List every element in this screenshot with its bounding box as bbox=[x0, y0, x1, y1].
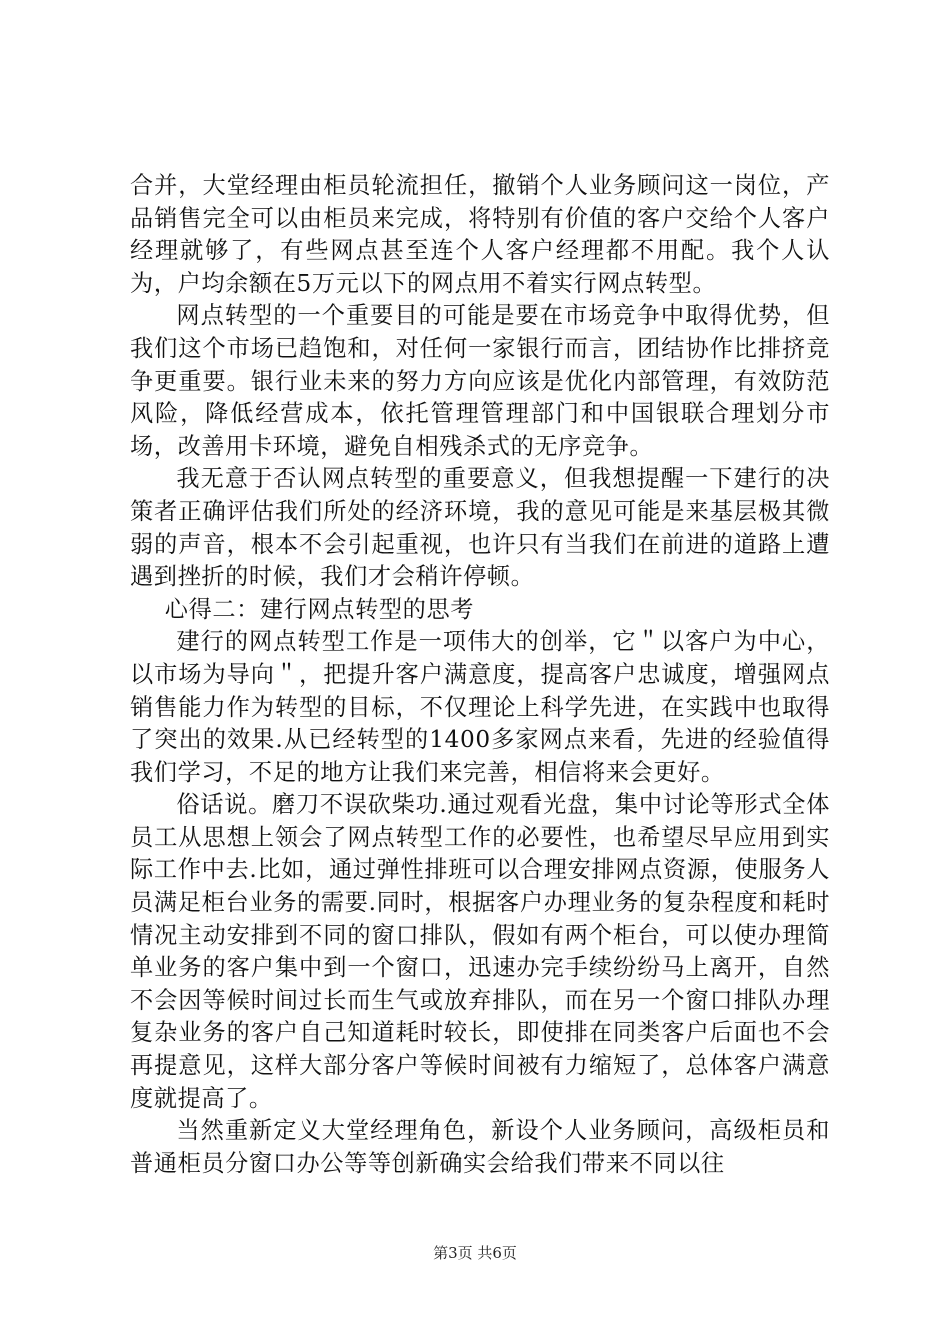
paragraph-lobby-manager-role: 当然重新定义大堂经理角色，新设个人业务顾问，高级柜员和普通柜员分窗口办公等等创新确实会给我们带来不同以往 bbox=[130, 1117, 830, 1177]
paragraph-market-competition: 网点转型的一个重要目的可能是要在市场竞争中取得优势，但我们这个市场已趋饱和，对任何一家银行而言，团结协作比排挤竞争更重要。银行业未来的努力方向应该是优化内部管理，有效防范风险，降低经营成本，依托管理管理部门和中国银联合理划分市场，改善用卡环境，避免自相残杀式的无序竞争。 bbox=[130, 302, 830, 460]
paragraph-transformation-innovation: 建行的网点转型工作是一项伟大的创举，它＂以客户为中心，以市场为导向＂，把提升客户满意度，提高客户忠诚度，增强网点销售能力作为转型的目标，不仅理论上科学先进，在实践中也取得了突出的效果.从已经转型的1400多家网点来看，先进的经验值得我们学习，不足的地方让我们来完善，相信将来会更好。 bbox=[130, 628, 830, 786]
section-heading: 心得二：建行网点转型的思考 bbox=[164, 595, 475, 623]
document-body bbox=[130, 170, 830, 1180]
paragraph-continuation: 合并，大堂经理由柜员轮流担任，撤销个人业务顾问这一岗位，产品销售完全可以由柜员来完成，将特别有价值的客户交给个人客户经理就够了，有些网点甚至连个人客户经理都不用配。我个人认为，户均余额在5万元以下的网点用不着实行网点转型。 bbox=[130, 172, 830, 297]
page-number-footer: 第3页 共6页 bbox=[433, 1244, 517, 1262]
paragraph-economic-environment: 我无意于否认网点转型的重要意义，但我想提醒一下建行的决策者正确评估我们所处的经济环境，我的意见可能是来基层极其微弱的声音，根本不会引起重视，也许只有当我们在前进的道路上遭遇到挫折的时候，我们才会稍许停顿。 bbox=[130, 465, 830, 591]
paragraph-flexible-scheduling: 俗话说。磨刀不误砍柴功.通过观看光盘，集中讨论等形式全体员工从思想上领会了网点转型工作的必要性，也希望尽早应用到实际工作中去.比如，通过弹性排班可以合理安排网点资源，使服务人员满足柜台业务的需要.同时，根据客户办理业务的复杂程度和耗时情况主动安排到不同的窗口排队，假如有两个柜台，可以使办理简单业务的客户集中到一个窗口，迅速办完手续纷纷马上离开，自然不会因等候时间过长而生气或放弃排队，而在另一个窗口排队办理复杂业务的客户自己知道耗时较长，即使排在同类客户后面也不会再提意见，这样大部分客户等候时间被有力缩短了，总体客户满意度就提高了。 bbox=[130, 791, 830, 1112]
